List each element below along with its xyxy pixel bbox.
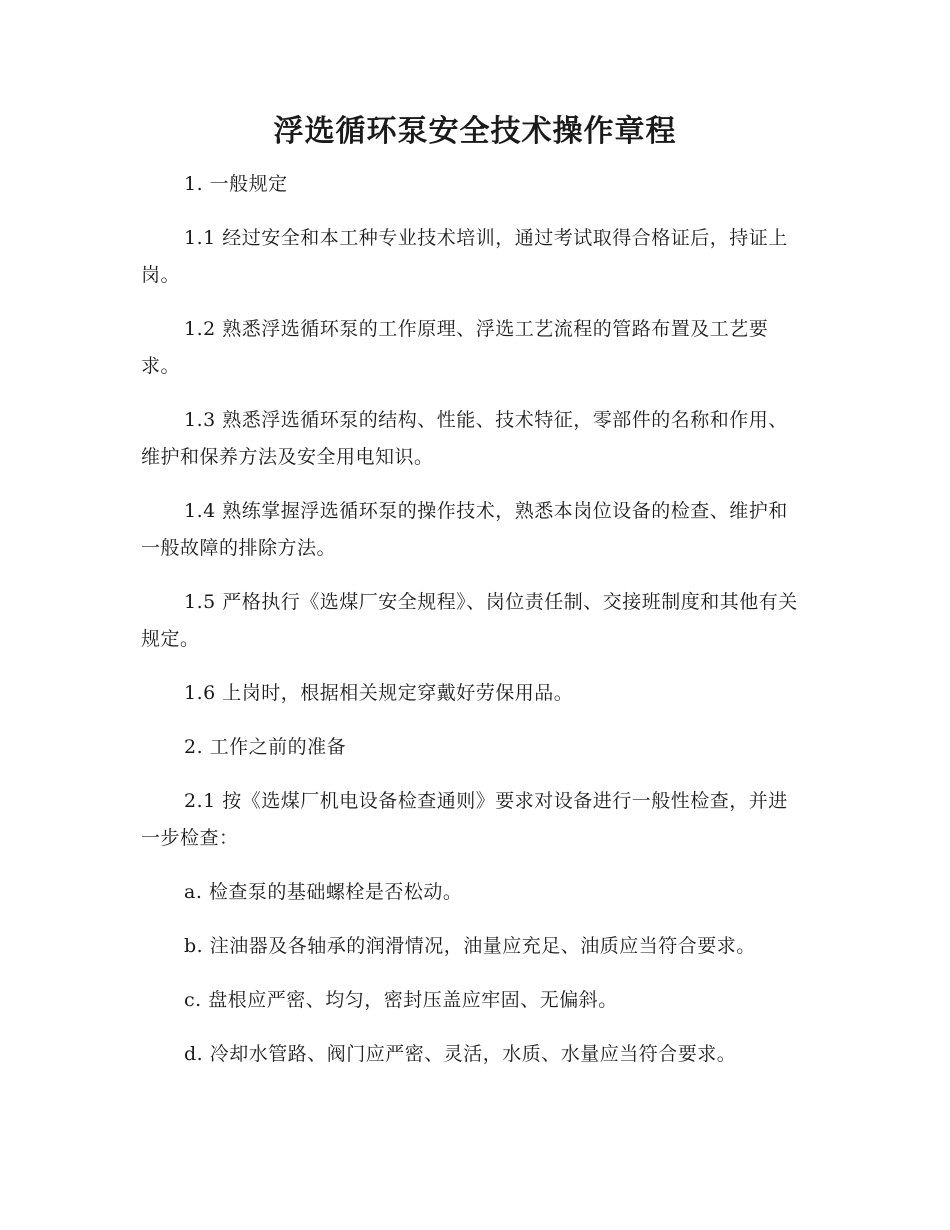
paragraph-2-1-d: d. 冷却水管路、阀门应严密、灵活，水质、水量应当符合要求。 xyxy=(184,1043,737,1065)
paragraph-2-1-c: c. 盘根应严密、均匀，密封压盖应牢固、无偏斜。 xyxy=(184,989,618,1011)
paragraph-1-5: 1.5 严格执行《选煤厂安全规程》、岗位责任制、交接班制度和其他有关规定。 xyxy=(141,591,798,650)
paragraph-2-1-b: b. 注油器及各轴承的润滑情况，油量应充足、油质应当符合要求。 xyxy=(184,935,756,957)
paragraph-2-1: 2.1 按《选煤厂机电设备检查通则》要求对设备进行一般性检查，并进一步检查： xyxy=(141,790,788,849)
paragraph-1-1: 1.1 经过安全和本工种专业技术培训，通过考试取得合格证后，持证上岗。 xyxy=(141,227,788,286)
paragraph-section-2: 2. 工作之前的准备 xyxy=(184,736,347,758)
document-title: 浮选循环泵安全技术操作章程 xyxy=(273,114,677,149)
paragraph-2-1-a: a. 检查泵的基础螺栓是否松动。 xyxy=(184,881,463,903)
paragraph-section-1: 1. 一般规定 xyxy=(184,173,288,195)
paragraph-1-2: 1.2 熟悉浮选循环泵的工作原理、浮选工艺流程的管路布置及工艺要求。 xyxy=(141,318,769,377)
paragraph-1-6: 1.6 上岗时，根据相关规定穿戴好劳保用品。 xyxy=(184,682,574,704)
paragraph-1-3: 1.3 熟悉浮选循环泵的结构、性能、技术特征，零部件的名称和作用、维护和保养方法及安全用电知识。 xyxy=(141,409,788,468)
document-body xyxy=(141,166,801,1090)
paragraph-1-4: 1.4 熟练掌握浮选循环泵的操作技术，熟悉本岗位设备的检查、维护和一般故障的排除方法。 xyxy=(141,500,788,559)
